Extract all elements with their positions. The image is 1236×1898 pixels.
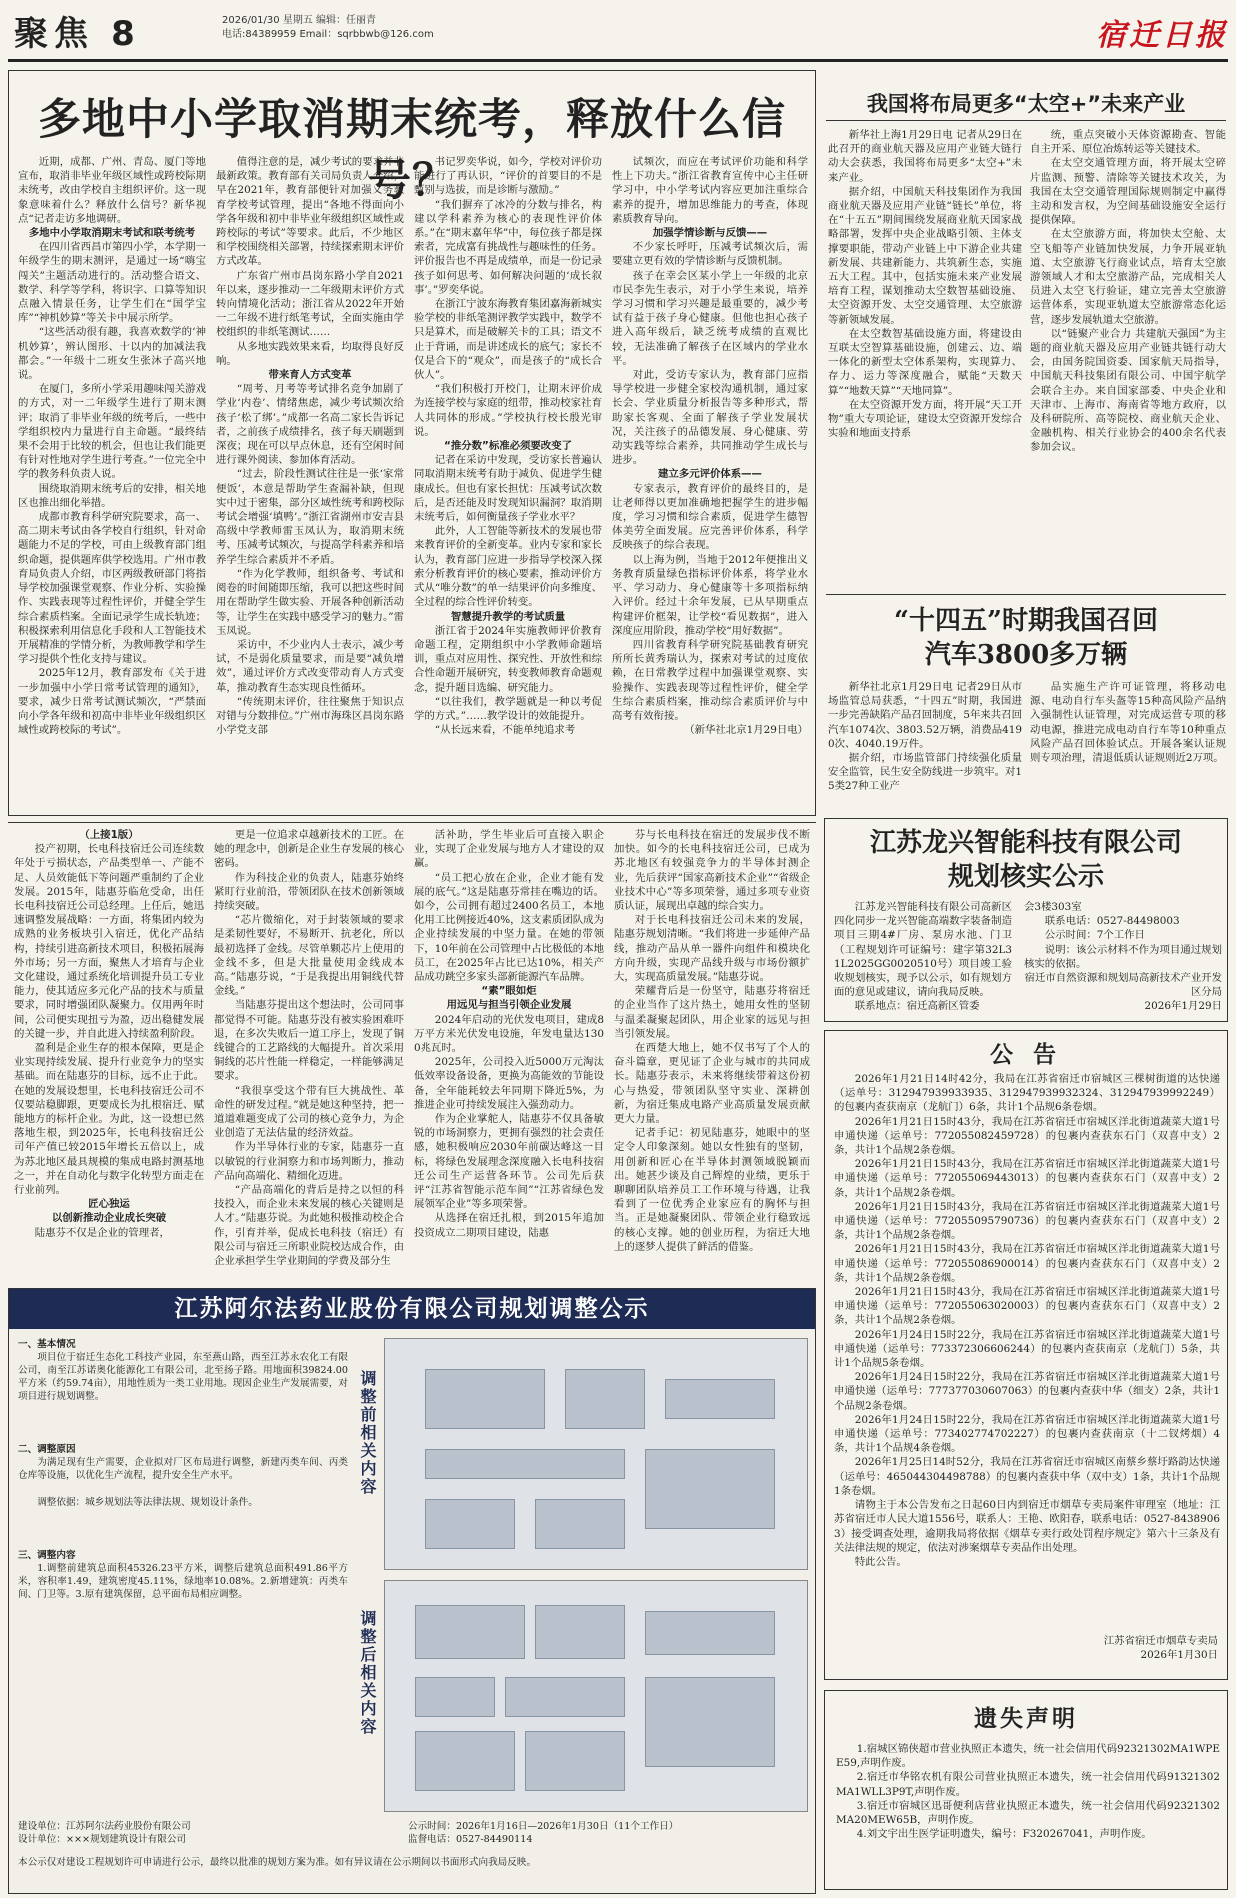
paragraph: 在太空数智基础设施方面，将建设由互联太空智算基础设施，创建云、边、端一体化的新型太空体系架构，实现算力、存力、运力等深度融合，赋能“天数天算”“地数天算”“天地同算”。 [828, 327, 1022, 397]
notice-item: 2026年1月21日15时43分，我局在江苏省宿迁市宿城区洋北街道蔬菜大道1号申通快递（运单号：772055086900014）的包裹内查获东石门（双喜中支）2条，共计1个品规2条卷烟。 [834, 1243, 1220, 1284]
paragraph: 记者手记：初见陆惠芬，她眼中的坚定令人印象深刻。她以女性独有的坚韧，用创新和匠心在半导体封测领域脱颖而出。她甚少谈及自己辉煌的业绩，更乐于聊聊团队培养员工工作环境与待遇，让我看到了一位优秀企业家应有的胸怀与担当。正是她凝聚团队、带领企业行稳致远的核心支撑。她的创业历程，为宿迁大地上的逐梦人提供了鲜活的借鉴。 [614, 1127, 810, 1253]
longxing-note: 说明：该公示材料不作为项目通过规划核实的依据。 [1024, 943, 1222, 970]
notice-item: 1.宿城区锦侠超市营业执照正本遗失，统一社会信用代码92321302MA1WPEE59,声明作废。 [836, 1743, 1220, 1770]
notice-item: 2026年1月24日15时22分，我局在江苏省宿迁市宿城区洋北街道蔬菜大道1号申通快递（运单号：773372306606244）的包裹内查获南京（龙航门）5条，共计1个品规5条卷烟。 [834, 1328, 1220, 1370]
tobacco-signer: 江苏省宿迁市烟草专卖局 [1103, 1635, 1218, 1647]
lower-col-3 [414, 828, 604, 1278]
paragraph: 书记罗奕华说，如今，学校对评价功能进行了再认识，“评价的首要目的不是甄别与选拔，而是诊断与激励。” [414, 156, 602, 197]
paragraph: “我们积极打开校门，让期末评价成为连接学校与家庭的纽带，推动校家社育人共同体的形成。”学校执行校长殷光审说。 [414, 383, 602, 438]
paragraph: 在厦门，多所小学采用趣味闯关游戏的方式，对一二年级学生进行了期末测评；取消了非毕业年级的统考后，一些中学组织校内力量进行自主命题。“最终结果不会用于比较的机会，但也让我们能更有针对性地对学生进行考查。”一位完全中学的教务科负责人说。 [18, 383, 206, 481]
paragraph: “我很享受这个带有巨大挑战性、革命性的研发过程。”就是她这种坚持，把一道道难题变成了公司的核心竞争力，为企业创造了无法估量的经济效益。 [214, 1084, 404, 1140]
tobacco-notice-body [834, 1072, 1220, 1632]
paragraph: 在太空旅游方面，将加快太空舱、太空飞船等产业链加快发展，力争开展亚轨道、太空旅游飞行商业试点，培育太空旅游领域人才和太空旅游产品，完成相关人员进入太空飞行验证，建立完善太空旅游运营体系，实现亚轨道太空旅游常态化运营，逐步发展轨道太空旅游。 [1030, 228, 1226, 326]
lower-col-1 [14, 828, 204, 1278]
building-block [645, 1449, 775, 1529]
subheading: “推分数”标准必须要改变了 [444, 440, 572, 453]
paragraph: 广东省广州市昌岗东路小学自2021年以来，逐步推动一二年级期末评价方式转向情境化活动；浙江省从2022年开始一二年级不进行纸笔考试，全面实施由学校组织的非纸笔测试…… [216, 269, 404, 339]
paragraph: “传统期末评价，往往聚焦于知识点对错与分数排位。”广州市海珠区昌岗东路小学党支部 [216, 695, 404, 737]
notice-item: 3.宿迁市宿城区迅哥便利店营业执照正本遗失，统一社会信用代码92321302MA20MEW65B，声明作废。 [836, 1799, 1220, 1827]
longxing-notice-title [828, 826, 1224, 894]
alpha-sec2-body: 为满足现有生产需要，企业拟对厂区布局进行调整，新建丙类车间、丙类仓库等设施，以优化生产流程，提升安全生产水平。 [18, 1457, 348, 1481]
building-block [505, 1677, 625, 1717]
main-col-2 [216, 155, 404, 810]
alpha-sec3-heading: 三、调整内容 [18, 1550, 76, 1561]
paragraph: 对于长电科技宿迁公司未来的发展，陆惠芬规划清晰。“我们将进一步延伸产品线，推动产品从单一器件向组件和模块化方向升级，实现产品线升级与市场份额扩大，实现高质量发展。”陆惠芬说。 [614, 914, 810, 984]
longxing-body-text: 江苏龙兴智能科技有限公司高新区四化同步一龙兴智能高端数字装备制造项目三期4#厂房、泵房水池、门卫（工程规划许可证编号：建字第32L31L2025GG0020510号）项目竣工验收规划核实，现予以公示，如有规划方面的意见或建议，请向我局反映。 [834, 901, 1012, 999]
paragraph: 以“链聚产业合力 共建航天强国”为主题的商业航天器及应用产业链共链行动大会，由国务院国资委、国家航天局指导，中国航天科技集团有限公司、中国宇航学会联合主办。来自国家部委、中央企业和天津市、上海市、海南省等地方政府，以及科研院所、高等院校、商业航天企业、金融机构、相关行业协会的400余名代表参加会议。 [1030, 327, 1226, 454]
main-col-1 [18, 155, 206, 810]
lost-statement-body [836, 1742, 1220, 1886]
paragraph: 2024年启动的光伏发电项目，建成8万平方米光伏发电设施，年发电量达1300兆瓦时。 [414, 1013, 604, 1055]
longxing-signer: 宿迁市自然资源和规划局高新技术产业开发区分局 [1024, 972, 1222, 999]
paragraph: 孩子在幸会区某小学上一年级的北京市民李先生表示，对于小学生来说，培养学习习惯和学习兴趣是最重要的，减少考试有益于孩子身心健康。但他也担心孩子进入高年级后，缺乏统考成绩的直观比较，无法准确了解孩子在区域内的学业水平。 [612, 269, 808, 367]
longxing-notice-right [1024, 900, 1222, 1018]
paragraph: 作为企业掌舵人，陆惠芬不仅具备敏锐的市场洞察力，更拥有强烈的社会责任感，她积极响应2030年前碳达峰这一目标，将绿色发展理念深度融入长电科技宿迁公司生产运营各环节。公司先后获评“江苏省智能示范车间”“江苏省绿色发展领军企业”等多项荣誉。 [414, 1113, 604, 1211]
subheading: 用远见与担当引领企业发展 [446, 999, 572, 1012]
alpha-phone: 监督电话：0527-84490114 [408, 1834, 533, 1845]
notice-item: 2.宿迁市华铭农机有限公司营业执照正本遗失，统一社会信用代码91321302MA1WLL3P9T,声明作废。 [836, 1771, 1220, 1798]
paragraph: 专家表示，教育评价的最终目的，是让老师得以更加准确地把握学生的进步幅度，学习习惯和综合素质，促进学生德智体美劳全面发展。应完善评价体系，科学反映孩子的综合表现。 [612, 482, 808, 552]
paragraph: 近期，成都、广州、青岛、厦门等地宣布，取消非毕业年级区域性或跨校际期末统考，改由学校自主组织评价。这一现象意味着什么？释放什么信号？新华视点“记者走访多地调研。 [18, 156, 206, 225]
longxing-phone: 联系电话：0527-84498003 [1044, 915, 1180, 928]
paragraph: “以往我们，教学题就是一种以考促学的方式。”……教学设计的效能提升。 [414, 695, 602, 722]
notice-item: 2026年1月21日15时43分，我局在江苏省宿迁市宿城区洋北街道蔬菜大道1号申通快递（运单号：772055082459728）的包裹内查获东石门（双喜中支）2条，共计1个品规2条卷烟。 [834, 1115, 1220, 1157]
main-headline: 多地中小学取消期末统考，释放什么信号？ [38, 95, 786, 206]
paragraph: “产品高端化的背后是持之以恒的科技投入，而企业未来发展的核心关键则是人才。”陆惠芬说。为此她积极推动校企合作，引育并举，促成长电科技（宿迁）有限公司与宿迁三所职业院校达成合作，由企业承担学生学业期间的学费及部分生 [214, 1184, 404, 1268]
side-story-1-title: 我国将布局更多“太空+”未来产业 [866, 92, 1186, 116]
side-story-1-col-1 [828, 128, 1022, 588]
longxing-date: 2026年1月29日 [1144, 1000, 1222, 1013]
building-block [425, 1499, 515, 1549]
subheading: “素”眼如炬 [481, 985, 537, 998]
header-contact: 电话:84389959 Email：sqrbbwb@126.com [222, 29, 434, 40]
paragraph: 新华社上海1月29日电 记者从29日在此召开的商业航天器及应用产业链大链行动大会获悉，我国将布局更多“太空+”未来产业。 [828, 129, 1022, 184]
subheading: （上接1版） [79, 829, 139, 841]
building-block [645, 1677, 775, 1767]
paragraph: 在四川省西昌市第四小学，本学期一年级学生的期末测评，是通过一场“嗨宝闯关”主题活动进行的。活动整合语文、数学、科学等学科，将识字、口算等知识点融入情景任务，让学生们在“国学宝库”“神机妙算”等关卡中展示所学。 [18, 241, 206, 325]
building-block [535, 1605, 625, 1659]
paragraph: 此外，人工智能等新技术的发展也带来教育评价的全新变革。业内专家和家长认为，教育部门应进一步指导学校深入探索分析教育评价的核心要素，推动评价方式从“唯分数”的单一结果评价向多维度、全过程的综合性评价转变。 [414, 525, 602, 609]
tobacco-notice-title: 公 告 [989, 1042, 1062, 1068]
side-story-2-title-l1: “十四五”时期我国召回 [894, 606, 1158, 636]
lower-feature-rule [8, 822, 816, 823]
building-block [425, 1449, 625, 1479]
longxing-period: 公示时间：7个工作日 [1044, 929, 1145, 942]
paragraph: 活补助，学生毕业后可直接入职企业，实现了企业发展与地方人才建设的双赢。 [414, 829, 604, 870]
building-block [565, 1369, 645, 1429]
header-meta [222, 14, 472, 42]
paragraph: “过去，阶段性测试往往是一张‘家常便饭’，本意是帮助学生查漏补缺，但现实中过于密集，部分区域性统考和跨校际考试会增强‘填鸭’。”浙江省湖州市安吉县高级中学教师雷玉凤认为，取消期末统考、压减考试频次，与提高学科素养和培养学生综合素质并不矛盾。 [216, 468, 404, 566]
paragraph: 据介绍，中国航天科技集团作为我国商业航天器及应用产业链“链长”单位，将在“十五五”期间围绕发展商业航天国家战略部署，发挥中央企业战略引领、主体支撑要职能，带动产业链上中下游企业共建新发展、共建新能力、共筑新生态，实施五大工程。其中，包括实施未来产业发展培育工程，谋划推动太空数智基础设施、太空资源开发、太空交通管理、太空旅游等新领域发展。 [828, 185, 1022, 326]
alpha-sec2-heading: 二、调整原因 [18, 1444, 76, 1455]
building-block [415, 1677, 495, 1717]
paragraph: 采访中，不少业内人士表示，减少考试，不是弱化质量要求，而是要“减负增效”，通过评价方式改变带动育人方式变革，推动教育生态实现良性循环。 [216, 638, 404, 694]
paragraph: 以上海为例，当地于2012年便推出义务教育质量绿色指标评价体系，将学业水平、学习动力、身心健康等十多项指标纳入评价。经过十余年发展，已从早期重点构建评价框架，让学校“看见数据”，进入深度应用阶段，推动学校“用好数据”。 [612, 553, 808, 637]
alpha-sec1-heading: 一、基本情况 [18, 1339, 76, 1350]
paragraph: 2025年，公司投入近5000万元淘汰低效率设备设备，更换为高能效的节能设备，全年能耗较去年同期下降近5%，为推进企业可持续发展注入强劲动力。 [414, 1056, 604, 1111]
paragraph: 荣耀背后是一份坚守，陆惠芬将宿迁的企业当作了这片热土，她用女性的坚韧与温柔凝聚起团队，用企业家的远见与担当引领发展。 [614, 985, 810, 1040]
page-number: 8 [111, 14, 141, 54]
side-story-2-title [826, 604, 1226, 672]
paragraph: “芯片微缩化，对于封装领域的要求是柔韧性要好，不易断开、抗老化，所以最初选择了金线。尽管单颗芯片上使用的金线不多，但是大批量使用金线成本高。”陆惠芬说，“于是我提出用铜线代替金线。” [214, 914, 404, 998]
paragraph: 不少家长呼吁，压减考试频次后，需要建立更有效的学情诊断与反馈机制。 [612, 241, 808, 268]
notice-item: 特此公告。 [854, 1555, 907, 1568]
paragraph: “这些活动很有趣，我喜欢数学的‘神机妙算’，辨认图形、十以内的加减法我都会。”一年级十二班女生张沐子高兴地说。 [18, 326, 206, 382]
notice-item: 2026年1月21日15时43分，我局在江苏省宿迁市宿城区洋北街道蔬菜大道1号申通快递（运单号：772055095790736）的包裹内查获东石门（双喜中支）2条，共计1个品规2条卷烟。 [834, 1200, 1220, 1242]
paragraph: 在浙江宁波东海教育集团嘉海新城实验学校的非纸笔测评教学实践中，数学不只是算术，而是破解关卡的工具；语文不止于背诵，而是讲述成长的底气；家长不仅是合下的“观众”，而是孩子的“成长合伙人”。 [414, 298, 602, 382]
alpha-builder: 建设单位：江苏阿尔法药业股份有限公司 [18, 1821, 191, 1832]
alpha-notice-title: 江苏阿尔法药业股份有限公司规划调整公示 [9, 1289, 815, 1329]
building-block [645, 1611, 775, 1655]
site-plan-before [384, 1338, 808, 1570]
dateline: （新华社北京1月29日电） [684, 724, 808, 737]
subheading: 匠心独运 [88, 1198, 130, 1211]
tobacco-date: 2026年1月30日 [1140, 1649, 1218, 1662]
subheading: 带来育人方式变革 [268, 369, 352, 382]
alpha-designer: 设计单位：×××规划建筑设计有限公司 [18, 1834, 187, 1845]
alpha-label-before: 调整前相关内容 [358, 1370, 377, 1496]
side-story-2-col-1 [828, 680, 1022, 814]
paragraph: 对此，受访专家认为，教育部门应指导学校进一步健全家校沟通机制，通过家长会、学业质量分析报告等多种形式，帮助家长客观、全面了解孩子学业发展状况，关注孩子的品德发展、身心健康、劳动实践等综合素养，共同推动学生成长与进步。 [612, 369, 808, 467]
alpha-footer-right [408, 1820, 808, 1850]
paragraph: “员工把心放在企业，企业才能有发展的底气。”这是陆惠芬常挂在嘴边的话。如今，公司拥有超过2400名员工，本地化用工比例接近40%，这支素质团队成为企业持续发展的中坚力量。在她的带领下，10年前在公司管理中占比极低的本地员工，在2025年占比已达10%，相关产品成功跳空多家头部新能源汽车品牌。 [414, 871, 604, 984]
side-story-2-title-l2: 汽车3800多万辆 [924, 640, 1128, 670]
longxing-title-l2: 规划核实公示 [947, 862, 1104, 892]
lower-col-4 [614, 828, 810, 1278]
alpha-sec1-body: 项目位于宿迁生态化工科技产业园，东至燕山路，西至江苏永农化工有限公司，南至江苏诺奥化能源化工有限公司，北至扬子路。用地面积39824.00平方米（约59.74亩），用地性质为一类工业用地。现因企业生产发展需要，对项目进行规划调整。 [18, 1352, 348, 1402]
alpha-sec3-body: 1.调整前建筑总面积45326.23平方米，调整后建筑总面积491.86平方米，容积率1.49，建筑密度45.11%，绿地率10.08%。2.新增建筑：丙类车间、门卫等。3.原有建筑保留，总平面布局相应调整。 [18, 1563, 348, 1600]
alpha-footer-left [18, 1820, 398, 1850]
alpha-period: 公示时间：2026年1月16日—2026年1月30日（11个工作日） [408, 1821, 679, 1832]
longxing-title-l1: 江苏龙兴智能科技有限公司 [869, 828, 1182, 858]
subheading: 多地中小学取消期末考试和联考统考 [28, 227, 196, 240]
paragraph: 值得注意的是，减少考试的要求并非最新政策。教育部有关司局负责人介绍，早在2021年，教育部便针对加强义务教育学校考试管理，提出“各地不得面向小学各年级和初中非毕业年级组织区域性或跨校际的考试”等要求。此后，不少地区和学校围绕相关部署，持续探索期末评价方式改革。 [216, 156, 404, 268]
paragraph: 从多地实践效果来看，均取得良好反响。 [216, 340, 404, 367]
longxing-room: 会3楼303室 [1024, 901, 1082, 913]
lower-col-2 [214, 828, 404, 1278]
paragraph: 更是一位追求卓越新技术的工匠。在她的理念中，创新是企业生存发展的核心密码。 [214, 829, 404, 870]
paragraph: 四川省教育科学研究院基础教育研究所所长黄秀瑞认为，探索对考试的过度依赖，在日常教学过程中加强课堂观察、实验操作、实践表现等过程性评价，健全学生综合素质档案，推动综合素质评价与中高考有效衔接。 [612, 638, 808, 722]
paragraph: 2025年12月，教育部发布《关于进一步加强中小学日常考试管理的通知》，要求，减少日常考试测试频次，“严禁面向小学各年级和初高中非毕业年级组织区域性或跨校际的考试”。 [18, 667, 206, 737]
paragraph: 投产初期，长电科技宿迁公司连续数年处于亏损状态，产品类型单一、产能不足、人员效能低下等问题严重制约了企业发展。2015年，陆惠芬临危受命，出任长电科技宿迁公司总经理。上任后，她迅速调整发展战略：一方面，将集团内较为成熟的业务板块引入宿迁，优化产品结构，持续引进高新技术项目，积极拓展海外市场；另一方面，聚焦人才培育与企业文化建设，通过系统化培训提升员工专业能力，使其适应多元化产品的技术与质量要求，同时增强团队凝聚力。仅用两年时间，公司便实现扭亏为盈，迈出稳健发展的关键一步，并自此进入持续盈利阶段。 [14, 843, 204, 1040]
side-story-2-rule [826, 594, 1226, 595]
paragraph: 在太空资源开发方面，将开展“天工开物”重大专项论证，建设太空资源开发综合实验和地面支持系 [828, 398, 1022, 440]
paragraph: “周考、月考等考试排名竞争加剧了学业‘内卷’、情绪焦虑，减少考试频次给孩子‘松了绑’。”成都一名高二家长告诉记者，之前孩子成绩排名，孩子每天刷题到深夜；现在可以早点休息，还有空闲时间进行课外阅读、参加体育活动。 [216, 383, 404, 467]
paragraph: 芬与长电科技在宿迁的发展步伐不断加快。如今的长电科技宿迁公司，已成为苏北地区有较强竞争力的半导体封测企业，先后获评“国家高新技术企业”“省级企业技术中心”等多项荣誉，通过多项专业资质认证，展现出卓越的综合实力。 [614, 829, 810, 913]
paragraph: 作为半导体行业的专家，陆惠芬一直以敏锐的行业洞察力和市场判断力，推动产品向高端化、精细化迈进。 [214, 1141, 404, 1182]
subheading: 建立多元评价体系—— [658, 468, 762, 481]
subheading: 智慧提升教学的考试质量 [450, 610, 566, 623]
building-block [665, 1379, 775, 1419]
notice-item: 2026年1月21日15时43分，我局在江苏省宿迁市宿城区洋北街道蔬菜大道1号申通快递（运单号：772055063020003）的包裹内查获东石门（双喜中支）2条，共计1个品规2条卷烟。 [834, 1286, 1220, 1327]
alpha-sec2-extra: 调整依据：城乡规划法等法律法规、规划设计条件。 [37, 1497, 258, 1508]
header-date: 2026/01/30 星期五 编辑：任丽青 [222, 15, 376, 26]
longxing-address: 联系地点：宿迁高新区管委 [854, 1000, 980, 1013]
newspaper-logo: 宿迁日报 [1096, 18, 1228, 53]
notice-item: 2026年1月24日15时22分，我局在江苏省宿迁市宿城区洋北街道蔬菜大道1号申通快递（运单号：773402774702227）的包裹内查获南京（十二钗烤烟）4条，共计1个品规4条卷烟。 [834, 1413, 1220, 1455]
subheading: 以创新推动企业成长突破 [51, 1212, 167, 1225]
notice-item: 4.刘文宇出生医学证明遗失，编号：F320267041，声明作废。 [856, 1828, 1152, 1841]
paragraph: 据介绍，市场监管部门持续强化质量安全监管，民生安全防线进一步筑牢。对15类27种工业产 [828, 752, 1022, 793]
notice-item: 2026年1月21日14时42分，我局在江苏省宿迁市宿城区三棵树街道的达快递（运单号：312947939933935、312947939932324、312947939992249）的包裹内查获南京（龙航门）6条，共计1个品规6条卷烟。 [834, 1073, 1220, 1114]
paragraph: 在西楚大地上，她不仅书写了个人的奋斗篇章，更见证了企业与城市的共同成长。陆惠芬表示，未来将继续带着这份初心与热爱，带领团队坚守实业、深耕创新，为宿迁集成电路产业高质量发展贡献更大力量。 [614, 1042, 810, 1126]
paragraph: 当陆惠芬提出这个想法时，公司同事都觉得不可能。陆惠芬没有被实验困难吓退，在多次失败后一道工序上，发现了铜线键合的工艺路线的大幅提升。首次采用铜线的芯片性能一样稳定，一样能够满足要求。 [214, 999, 404, 1083]
site-plan-after [384, 1580, 808, 1812]
paragraph: 盈利是企业生存的根本保障，更是企业实现持续发展、提升行业竞争力的坚实基础。而在陆惠芬的目标，远不止于此。在她的发展设想里，长电科技宿迁公司不仅要站稳脚跟，更要成长为扎根宿迁、赋能地方的标杆企业。为此，这一设想已然落地生根，到2025年，长电科技宿迁公司年产值已较2015年增长五倍以上，成为苏北地区最具规模的集成电路封测基地之一，并在自动化与数字化转型方面走在行业前列。 [14, 1042, 204, 1197]
paragraph: 记者在采访中发现，受访家长普遍认同取消期末统考有助于减负、促进学生健康成长。但也有家长担忧：压减考试次数后，是否还能及时发现知识漏洞？取消期末统考后，如何衡量孩子学业水平？ [414, 454, 602, 524]
alpha-notice-text [18, 1338, 348, 1808]
building-block [525, 1731, 625, 1791]
header-rule [8, 59, 1228, 62]
alpha-label-after: 调整后相关内容 [358, 1610, 377, 1736]
main-col-3 [414, 155, 602, 810]
paragraph: 浙江省于2024年实施教师评价教育命题工程，定期组织中小学教师命题培训，重点对应用性、探究性、开放性和综合性命题开展研究，转变教师教育命题观念，提升题目选编、研究能力。 [414, 624, 602, 694]
notice-item: 2026年1月25日14时52分，我局在江苏省宿迁市宿城区南蔡乡蔡圩路韵达快递（运单号：465044304498788）的包裹内查获中华（双中支）1条，共计1个品规1条卷烟。 [834, 1456, 1220, 1497]
building-block [415, 1605, 525, 1659]
paragraph: 成都市教育科学研究院要求，高一、高二期末考试由各学校自行组织，针对命题能力不足的学校，可由上级教育部门组织命题，提供题库供学校选用。广州市教育局负责人介绍，市区两级教研部门将指导学校加强课堂观察、作业分析、实验操作、实践表现等过程性评价，并健全学生综合素质档案。全面记录学生成长轨迹；积极探索利用信息化手段和人工智能技术开展精准的学情分析，为教师教学和学生学习提供个性化支持与建议。 [18, 511, 206, 666]
paragraph: 统，重点突破小天体资源勘查、智能自主开采、原位冶炼转运等关键技术。 [1030, 129, 1226, 156]
notice-item: 请物主于本公告发布之日起60日内到宿迁市烟草专卖局案件审理室（地址：江苏省宿迁市人民大道1556号，联系人：王艳、欧阳春，联系电话：0527-84389063）接受调查处理，逾期我局将依据《烟草专卖行政处罚程序规定》第六十三条及有关法律法规的规定，依法对涉案烟草专卖品作出处理。 [834, 1499, 1220, 1554]
paragraph: 在太空交通管理方面，将开展太空碎片监测、预警、清除等关键技术攻关，为我国在太空交通管理国际规则制定中赢得主动和发言权，为空间基础设施安全运行提供保障。 [1030, 157, 1226, 227]
tobacco-notice-sign [834, 1634, 1218, 1674]
paragraph: 作为科技企业的负责人，陆惠芬始终紧盯行业前沿，带领团队在技术创新领域持续突破。 [214, 871, 404, 913]
subheading: 加强学情诊断与反馈—— [652, 227, 768, 240]
building-block [535, 1499, 625, 1549]
paragraph: “作为化学教师，组织备考、考试和阅卷的时间随即压缩，我可以把这些时间用在帮助学生做实验、开展各种创新活动等，让学生在实践中感受学习的魅力。”雷玉凤说。 [216, 567, 404, 637]
paragraph: 从选择在宿迁扎根，到2015年追加投资成立二期项目建设，陆惠 [414, 1212, 604, 1239]
paragraph: 品实施生产许可证管理，将移动电源、电动自行车头盔等15种高风险产品纳入强制性认证管理，对完成运营专项的移动电源，推进完成电动自行车等10种重点风险产品召回体验试点。开展各案认证规则专项治理，清退低质认证规则近2万项。 [1030, 681, 1226, 765]
alpha-footnote: 本公示仅对建设工程规划许可申请进行公示，最终以批准的规划方案为准。如有异议请在公示期间以书面形式向我局反映。 [18, 1857, 537, 1868]
building-block [425, 1369, 545, 1429]
side-story-2-col-2 [1030, 680, 1226, 814]
longxing-notice-body [834, 900, 1012, 1018]
paragraph: 新华社北京1月29日电 记者29日从市场监管总局获悉，“十四五”时期，我国进一步完善缺陷产品召回制度，5年来共召回汽车1074次、3803.52万辆，消费品4190次、4040.19万件。 [828, 681, 1022, 750]
side-story-1-rule [826, 120, 1226, 121]
lost-statement-title: 遗失声明 [974, 1706, 1078, 1732]
main-col-4 [612, 155, 808, 810]
paragraph: 陆惠芬不仅是企业的管理者， [34, 1226, 170, 1239]
paragraph: 试频次，而应在考试评价功能和科学性上下功夫。”浙江省教育宣传中心主任研学习中，中小学考试内容应更加注重综合素养的提升，增加思维能力的考查，体现素质教育导向。 [612, 156, 808, 225]
section-name: 聚焦 [14, 14, 94, 54]
paragraph: “我们摒弃了冰冷的分数与排名，构建以学科素养为核心的表现性评价体系。”在“期末嘉年华”中，每位孩子都是探索者，完成富有挑战性与趣味性的任务。评价报告也不再是成绩单，而是一份记录孩子如何思考、如何解决问题的‘成长叙事’。”罗奕华说。 [414, 198, 602, 296]
paragraph: “从长远来看，不能单纯追求考 [434, 724, 576, 737]
paragraph: 围绕取消期末统考后的安排，相关地区也推出细化举措。 [18, 482, 206, 509]
building-block [415, 1731, 515, 1791]
notice-item: 2026年1月24日15时22分，我局在江苏省宿迁市宿城区洋北街道蔬菜大道1号申通快递（运单号：777377030607063）的包裹内查获中华（细支）2条，共计1个品规2条卷烟。 [834, 1371, 1220, 1412]
notice-item: 2026年1月21日15时43分，我局在江苏省宿迁市宿城区洋北街道蔬菜大道1号申通快递（运单号：772055069443013）的包裹内查获东石门（双喜中支）2条，共计1个品规2条卷烟。 [834, 1158, 1220, 1199]
side-story-1-col-2 [1030, 128, 1226, 588]
